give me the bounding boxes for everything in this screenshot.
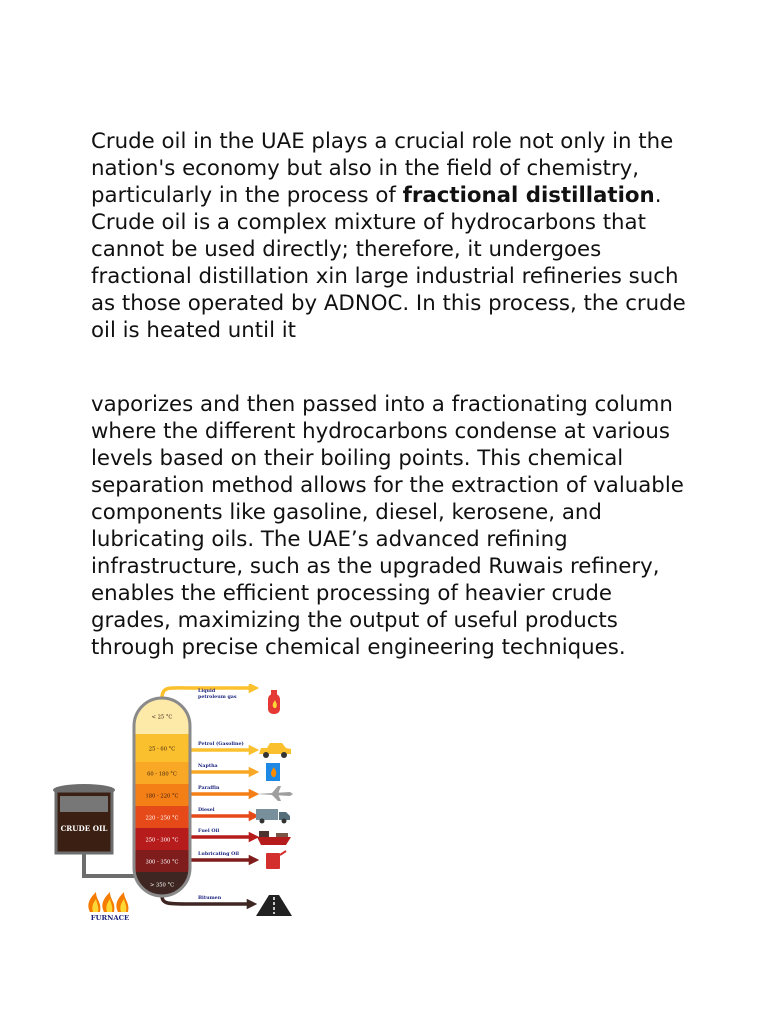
paragraph-1 bbox=[91, 128, 691, 344]
fraction-temperature: 180 - 220 °C bbox=[145, 793, 179, 800]
truck-icon bbox=[256, 809, 290, 824]
paragraph-1-text-start: Crude oil in the UAE plays a crucial role not only in the nation's economy but also in the field of chemistry, particularly in the process of bbox=[91, 129, 674, 208]
fraction-temperature: 300 - 350 °C bbox=[145, 859, 179, 866]
fraction-temperature: 25 - 60 °C bbox=[148, 746, 176, 753]
fraction-temperature: > 350 °C bbox=[149, 882, 175, 889]
paragraph-1-bold-term: fractional distillation bbox=[402, 183, 655, 208]
fractional-distillation-diagram bbox=[50, 684, 300, 924]
fraction-temperature: 60 - 180 °C bbox=[147, 771, 177, 778]
airplane-icon bbox=[256, 786, 293, 801]
chemical-icon bbox=[266, 763, 280, 781]
oil-can-icon bbox=[266, 851, 286, 869]
car-icon bbox=[259, 743, 291, 758]
fraction-product-label: Diesel bbox=[198, 807, 215, 813]
ship-icon bbox=[257, 831, 291, 845]
fraction-product-label: Liquid petroleum gas bbox=[198, 688, 237, 700]
fraction-product-label: Petrol (Gasoline) bbox=[198, 741, 244, 747]
fraction-product-label: Fuel Oil bbox=[198, 828, 220, 834]
fraction-product-label: Lubricating Oil bbox=[198, 851, 239, 857]
gas-cylinder-icon bbox=[268, 690, 280, 714]
fraction-product-label: Paraffin bbox=[198, 785, 220, 791]
paragraph-1-text-end: . Crude oil is a complex mixture of hydrocarbons that cannot be used directly; therefore, it undergoes fractional distillation xin large industrial refineries such as those operated by ADNOC. In this process, the crude oil is heated until it bbox=[91, 183, 686, 343]
fraction-product-label: Naptha bbox=[198, 763, 218, 769]
feed-pipe bbox=[84, 853, 140, 876]
fraction-temperature: 220 - 250 °C bbox=[145, 815, 179, 822]
paragraph-2: vaporizes and then passed into a fractionating column where the different hydrocarbons condense at various levels based on their boiling points. This chemical separation method allows for the extraction of valuable components like gasoline, diesel, kerosene, and lubricating oils. The UAE’s advanced refining infrastructure, such as the upgraded Ruwais refinery, enables the efficient processing of heavier crude grades, maximizing the output of useful products through precise chemical engineering techniques. bbox=[91, 392, 684, 660]
fraction-temperature: < 25 °C bbox=[151, 714, 173, 721]
fraction-product-label: Bitumen bbox=[198, 895, 222, 901]
furnace-label: FURNACE bbox=[90, 914, 130, 922]
road-icon bbox=[256, 895, 292, 916]
furnace-flames bbox=[88, 892, 128, 912]
fraction-temperature: 250 - 300 °C bbox=[145, 837, 179, 844]
crude-oil-tank bbox=[53, 784, 115, 853]
tank-label: CRUDE OIL bbox=[60, 824, 108, 833]
fractions bbox=[134, 688, 293, 916]
